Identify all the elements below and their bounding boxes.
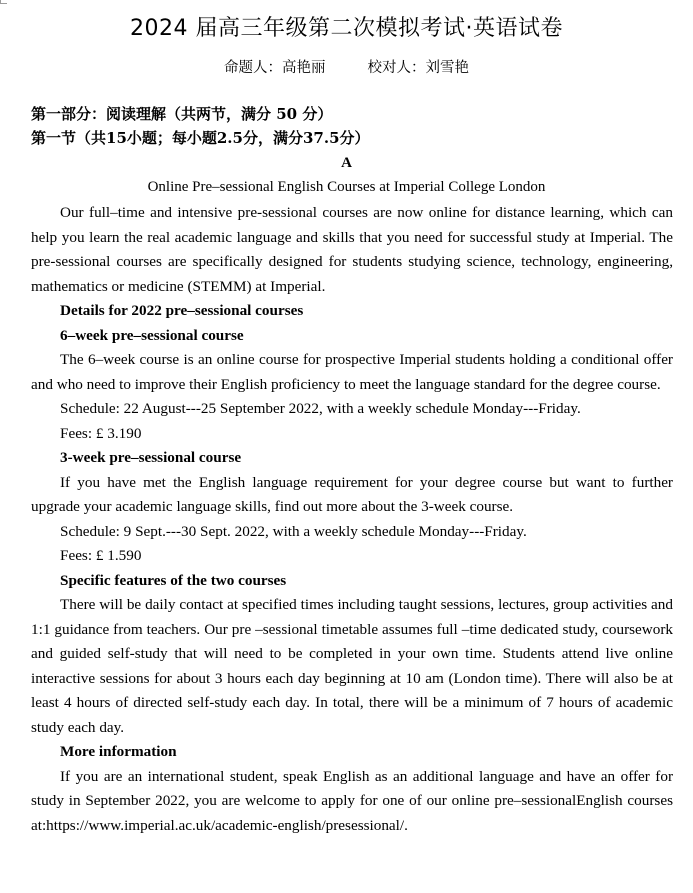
six-week-fees: Fees: £ 3.190: [60, 424, 142, 442]
three-week-description: If you have met the English language requirement for your degree course but want to further upgrade your academic language skills, find out more about the 3-week course.: [31, 473, 673, 515]
more-info-description: If you are an international student, speak English as an additional language and have an offer for study in September 2022, you are welcome to apply for one of our online pre–sessionalEnglish courses at:https://www.imperial.ac.uk/academic-english/presessional/.: [31, 767, 673, 834]
six-week-schedule: Schedule: 22 August---25 September 2022, with a weekly schedule Monday---Friday.: [60, 400, 581, 417]
setter-credit: 命题人：高艳丽: [224, 60, 326, 76]
passage-body: [31, 201, 673, 838]
more-info-heading: More information: [60, 743, 177, 760]
details-heading: Details for 2022 pre–sessional courses: [60, 302, 304, 319]
features-heading: Specific features of the two courses: [60, 571, 287, 589]
intro-paragraph: Our full–time and intensive pre-sessional courses are now online for distance learning, which can help you learn the real academic language and skills that you need for successful study at Imperial. The pre-sessional courses are specifically designed for students studying science, technology, engineering, mathematics or medicine (STEMM) at Imperial.: [31, 204, 673, 295]
three-week-fees: Fees: £ 1.590: [60, 547, 142, 564]
passage-letter: A: [341, 155, 352, 171]
features-description: There will be daily contact at specified times including taught sessions, lectures, group activities and 1:1 guidance from teachers. Our pre –sessional timetable assumes full –time dedicated study, coursework and guided self-study that will need to be completed in your own time. Students attend live online interactive sessions for about 3 hours each day beginning at 10 am (London time). There will also be at least 4 hours of directed self-study each day. In total, there will be a minimum of 7 hours of academic study each day.: [31, 596, 673, 736]
six-week-heading: 6–week pre–sessional course: [60, 326, 244, 344]
three-week-heading: 3-week pre–sessional course: [60, 449, 242, 466]
passage-title: Online Pre–sessional English Courses at Imperial College London: [147, 179, 546, 195]
section-heading: 第一节（共15小题；每小题2.5分，满分37.5分）: [31, 129, 370, 147]
checker-credit: 校对人：刘雪艳: [367, 60, 469, 76]
exam-title: 2024 届高三年级第二次模拟考试·英语试卷: [130, 16, 563, 41]
author-line: [0, 56, 693, 77]
corner-mark: [0, 0, 7, 4]
part-heading: 第一部分：阅读理解（共两节，满分 50 分）: [31, 105, 333, 123]
three-week-schedule: Schedule: 9 Sept.---30 Sept. 2022, with a weekly schedule Monday---Friday.: [60, 522, 527, 540]
six-week-description: The 6–week course is an online course for prospective Imperial students holding a conditional offer and who need to improve their English proficiency to meet the language standard for the degree course.: [31, 351, 673, 393]
